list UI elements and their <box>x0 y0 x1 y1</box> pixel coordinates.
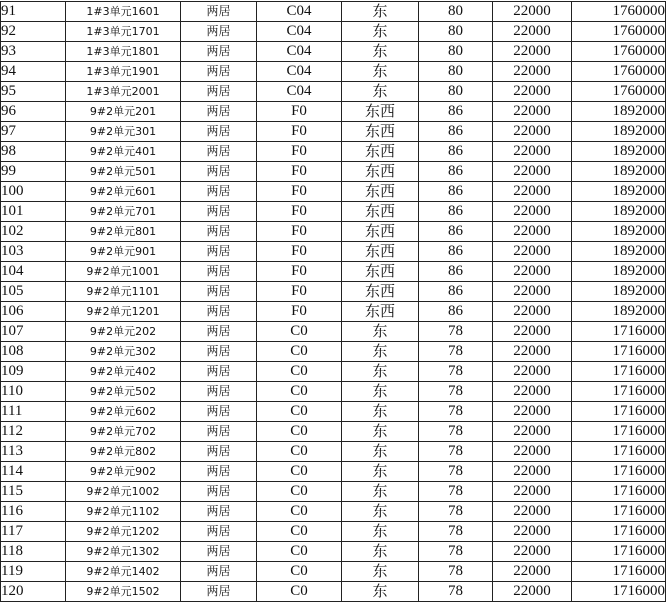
table-row <box>1 482 666 502</box>
area-cell: 86 <box>419 202 493 222</box>
orientation-cell: 东西 <box>342 102 419 122</box>
table-row <box>1 222 666 242</box>
unit-price-cell: 22000 <box>493 342 572 362</box>
area-cell: 78 <box>419 542 493 562</box>
total-price-cell: 1760000 <box>572 2 666 22</box>
layout-code-cell: C0 <box>257 482 342 502</box>
table-row <box>1 562 666 582</box>
unit-price-cell: 22000 <box>493 182 572 202</box>
table-row <box>1 22 666 42</box>
unit-price-cell: 22000 <box>493 462 572 482</box>
unit-price-cell: 22000 <box>493 242 572 262</box>
layout-code-cell: C0 <box>257 382 342 402</box>
total-price-cell: 1716000 <box>572 322 666 342</box>
area-cell: 86 <box>419 122 493 142</box>
room-type-cell: 两居 <box>181 42 257 62</box>
unit-id-cell: 9#2单元1402 <box>66 562 181 582</box>
area-cell: 78 <box>419 562 493 582</box>
unit-price-cell: 22000 <box>493 202 572 222</box>
total-price-cell: 1716000 <box>572 402 666 422</box>
unit-price-cell: 22000 <box>493 382 572 402</box>
unit-id-cell: 1#3单元2001 <box>66 82 181 102</box>
unit-price-cell: 22000 <box>493 102 572 122</box>
total-price-cell: 1892000 <box>572 262 666 282</box>
unit-price-cell: 22000 <box>493 142 572 162</box>
unit-id-cell: 9#2单元1002 <box>66 482 181 502</box>
table-row <box>1 122 666 142</box>
total-price-cell: 1892000 <box>572 162 666 182</box>
row-number-cell: 102 <box>1 222 66 242</box>
total-price-cell: 1716000 <box>572 422 666 442</box>
orientation-cell: 东 <box>342 2 419 22</box>
unit-price-cell: 22000 <box>493 62 572 82</box>
layout-code-cell: C04 <box>257 82 342 102</box>
room-type-cell: 两居 <box>181 262 257 282</box>
area-cell: 86 <box>419 242 493 262</box>
area-cell: 78 <box>419 482 493 502</box>
row-number-cell: 95 <box>1 82 66 102</box>
room-type-cell: 两居 <box>181 182 257 202</box>
total-price-cell: 1716000 <box>572 342 666 362</box>
layout-code-cell: C0 <box>257 322 342 342</box>
room-type-cell: 两居 <box>181 242 257 262</box>
unit-price-cell: 22000 <box>493 502 572 522</box>
orientation-cell: 东西 <box>342 302 419 322</box>
table-row <box>1 502 666 522</box>
row-number-cell: 118 <box>1 542 66 562</box>
layout-code-cell: C0 <box>257 582 342 602</box>
area-cell: 86 <box>419 302 493 322</box>
area-cell: 86 <box>419 102 493 122</box>
unit-id-cell: 9#2单元402 <box>66 362 181 382</box>
row-number-cell: 97 <box>1 122 66 142</box>
area-cell: 78 <box>419 442 493 462</box>
unit-id-cell: 9#2单元1502 <box>66 582 181 602</box>
layout-code-cell: C0 <box>257 342 342 362</box>
total-price-cell: 1716000 <box>572 442 666 462</box>
table-row <box>1 462 666 482</box>
layout-code-cell: C0 <box>257 542 342 562</box>
table-row <box>1 182 666 202</box>
total-price-cell: 1716000 <box>572 502 666 522</box>
table-row <box>1 362 666 382</box>
room-type-cell: 两居 <box>181 482 257 502</box>
total-price-cell: 1892000 <box>572 122 666 142</box>
row-number-cell: 98 <box>1 142 66 162</box>
room-type-cell: 两居 <box>181 282 257 302</box>
unit-id-cell: 9#2单元702 <box>66 422 181 442</box>
layout-code-cell: C0 <box>257 362 342 382</box>
table-row <box>1 522 666 542</box>
unit-id-cell: 9#2单元1001 <box>66 262 181 282</box>
row-number-cell: 105 <box>1 282 66 302</box>
room-type-cell: 两居 <box>181 502 257 522</box>
total-price-cell: 1892000 <box>572 282 666 302</box>
area-cell: 80 <box>419 42 493 62</box>
orientation-cell: 东西 <box>342 262 419 282</box>
table-row <box>1 382 666 402</box>
unit-price-cell: 22000 <box>493 82 572 102</box>
unit-id-cell: 9#2单元602 <box>66 402 181 422</box>
row-number-cell: 104 <box>1 262 66 282</box>
unit-price-cell: 22000 <box>493 482 572 502</box>
total-price-cell: 1760000 <box>572 42 666 62</box>
orientation-cell: 东 <box>342 422 419 442</box>
unit-id-cell: 1#3单元1601 <box>66 2 181 22</box>
total-price-cell: 1892000 <box>572 102 666 122</box>
orientation-cell: 东 <box>342 402 419 422</box>
room-type-cell: 两居 <box>181 562 257 582</box>
layout-code-cell: C0 <box>257 502 342 522</box>
orientation-cell: 东西 <box>342 122 419 142</box>
orientation-cell: 东西 <box>342 282 419 302</box>
unit-id-cell: 9#2单元502 <box>66 382 181 402</box>
total-price-cell: 1892000 <box>572 142 666 162</box>
room-type-cell: 两居 <box>181 542 257 562</box>
room-type-cell: 两居 <box>181 342 257 362</box>
room-type-cell: 两居 <box>181 522 257 542</box>
area-cell: 86 <box>419 182 493 202</box>
orientation-cell: 东 <box>342 382 419 402</box>
total-price-cell: 1716000 <box>572 362 666 382</box>
orientation-cell: 东 <box>342 322 419 342</box>
layout-code-cell: F0 <box>257 182 342 202</box>
row-number-cell: 114 <box>1 462 66 482</box>
area-cell: 78 <box>419 402 493 422</box>
room-type-cell: 两居 <box>181 582 257 602</box>
room-type-cell: 两居 <box>181 142 257 162</box>
layout-code-cell: F0 <box>257 222 342 242</box>
row-number-cell: 109 <box>1 362 66 382</box>
room-type-cell: 两居 <box>181 122 257 142</box>
unit-id-cell: 9#2单元202 <box>66 322 181 342</box>
unit-id-cell: 9#2单元802 <box>66 442 181 462</box>
room-type-cell: 两居 <box>181 442 257 462</box>
orientation-cell: 东 <box>342 582 419 602</box>
unit-price-cell: 22000 <box>493 162 572 182</box>
area-cell: 80 <box>419 62 493 82</box>
orientation-cell: 东西 <box>342 182 419 202</box>
room-type-cell: 两居 <box>181 162 257 182</box>
area-cell: 86 <box>419 222 493 242</box>
room-type-cell: 两居 <box>181 2 257 22</box>
total-price-cell: 1716000 <box>572 522 666 542</box>
unit-price-cell: 22000 <box>493 582 572 602</box>
orientation-cell: 东 <box>342 82 419 102</box>
total-price-cell: 1892000 <box>572 222 666 242</box>
unit-id-cell: 9#2单元1302 <box>66 542 181 562</box>
unit-id-cell: 9#2单元1102 <box>66 502 181 522</box>
unit-price-cell: 22000 <box>493 442 572 462</box>
layout-code-cell: C04 <box>257 62 342 82</box>
total-price-cell: 1716000 <box>572 582 666 602</box>
room-type-cell: 两居 <box>181 222 257 242</box>
row-number-cell: 112 <box>1 422 66 442</box>
area-cell: 86 <box>419 282 493 302</box>
total-price-cell: 1892000 <box>572 182 666 202</box>
orientation-cell: 东 <box>342 462 419 482</box>
row-number-cell: 119 <box>1 562 66 582</box>
unit-price-cell: 22000 <box>493 522 572 542</box>
unit-id-cell: 1#3单元1701 <box>66 22 181 42</box>
unit-id-cell: 9#2单元1101 <box>66 282 181 302</box>
layout-code-cell: C0 <box>257 462 342 482</box>
table-row <box>1 42 666 62</box>
area-cell: 80 <box>419 82 493 102</box>
table-row <box>1 342 666 362</box>
orientation-cell: 东 <box>342 42 419 62</box>
orientation-cell: 东 <box>342 22 419 42</box>
table-row <box>1 302 666 322</box>
layout-code-cell: F0 <box>257 302 342 322</box>
orientation-cell: 东西 <box>342 162 419 182</box>
area-cell: 86 <box>419 262 493 282</box>
layout-code-cell: C0 <box>257 522 342 542</box>
unit-id-cell: 9#2单元901 <box>66 242 181 262</box>
room-type-cell: 两居 <box>181 62 257 82</box>
unit-id-cell: 9#2单元302 <box>66 342 181 362</box>
table-row <box>1 322 666 342</box>
row-number-cell: 106 <box>1 302 66 322</box>
orientation-cell: 东 <box>342 562 419 582</box>
area-cell: 78 <box>419 342 493 362</box>
layout-code-cell: C04 <box>257 2 342 22</box>
layout-code-cell: C04 <box>257 42 342 62</box>
table-row <box>1 402 666 422</box>
table-row <box>1 262 666 282</box>
row-number-cell: 100 <box>1 182 66 202</box>
room-type-cell: 两居 <box>181 202 257 222</box>
unit-price-cell: 22000 <box>493 562 572 582</box>
unit-id-cell: 9#2单元301 <box>66 122 181 142</box>
room-type-cell: 两居 <box>181 382 257 402</box>
layout-code-cell: C0 <box>257 442 342 462</box>
table-row <box>1 102 666 122</box>
layout-code-cell: F0 <box>257 102 342 122</box>
room-type-cell: 两居 <box>181 102 257 122</box>
orientation-cell: 东西 <box>342 142 419 162</box>
layout-code-cell: F0 <box>257 142 342 162</box>
table-row <box>1 442 666 462</box>
total-price-cell: 1716000 <box>572 542 666 562</box>
area-cell: 78 <box>419 522 493 542</box>
row-number-cell: 92 <box>1 22 66 42</box>
unit-id-cell: 9#2单元701 <box>66 202 181 222</box>
row-number-cell: 113 <box>1 442 66 462</box>
total-price-cell: 1892000 <box>572 302 666 322</box>
unit-price-cell: 22000 <box>493 262 572 282</box>
unit-id-cell: 9#2单元1201 <box>66 302 181 322</box>
row-number-cell: 115 <box>1 482 66 502</box>
area-cell: 78 <box>419 422 493 442</box>
orientation-cell: 东 <box>342 342 419 362</box>
total-price-cell: 1716000 <box>572 382 666 402</box>
unit-price-table <box>0 1 666 602</box>
row-number-cell: 117 <box>1 522 66 542</box>
orientation-cell: 东 <box>342 482 419 502</box>
orientation-cell: 东 <box>342 502 419 522</box>
table-row <box>1 242 666 262</box>
unit-id-cell: 9#2单元401 <box>66 142 181 162</box>
layout-code-cell: C0 <box>257 402 342 422</box>
unit-id-cell: 1#3单元1801 <box>66 42 181 62</box>
unit-price-cell: 22000 <box>493 282 572 302</box>
unit-id-cell: 9#2单元501 <box>66 162 181 182</box>
table-row <box>1 582 666 602</box>
layout-code-cell: C0 <box>257 562 342 582</box>
orientation-cell: 东 <box>342 542 419 562</box>
unit-id-cell: 9#2单元902 <box>66 462 181 482</box>
total-price-cell: 1716000 <box>572 482 666 502</box>
layout-code-cell: F0 <box>257 262 342 282</box>
orientation-cell: 东西 <box>342 202 419 222</box>
row-number-cell: 93 <box>1 42 66 62</box>
table-row <box>1 162 666 182</box>
row-number-cell: 108 <box>1 342 66 362</box>
area-cell: 78 <box>419 462 493 482</box>
unit-price-cell: 22000 <box>493 302 572 322</box>
layout-code-cell: C0 <box>257 422 342 442</box>
table-row <box>1 142 666 162</box>
total-price-cell: 1760000 <box>572 62 666 82</box>
unit-id-cell: 9#2单元601 <box>66 182 181 202</box>
area-cell: 80 <box>419 2 493 22</box>
unit-id-cell: 9#2单元1202 <box>66 522 181 542</box>
area-cell: 78 <box>419 382 493 402</box>
unit-id-cell: 1#3单元1901 <box>66 62 181 82</box>
orientation-cell: 东西 <box>342 222 419 242</box>
room-type-cell: 两居 <box>181 322 257 342</box>
row-number-cell: 103 <box>1 242 66 262</box>
area-cell: 80 <box>419 22 493 42</box>
unit-id-cell: 9#2单元201 <box>66 102 181 122</box>
layout-code-cell: F0 <box>257 242 342 262</box>
area-cell: 78 <box>419 502 493 522</box>
area-cell: 78 <box>419 322 493 342</box>
orientation-cell: 东 <box>342 362 419 382</box>
table-row <box>1 82 666 102</box>
room-type-cell: 两居 <box>181 422 257 442</box>
layout-code-cell: C04 <box>257 22 342 42</box>
unit-price-cell: 22000 <box>493 2 572 22</box>
unit-price-cell: 22000 <box>493 402 572 422</box>
area-cell: 86 <box>419 162 493 182</box>
orientation-cell: 东 <box>342 442 419 462</box>
row-number-cell: 116 <box>1 502 66 522</box>
unit-price-cell: 22000 <box>493 222 572 242</box>
unit-price-cell: 22000 <box>493 542 572 562</box>
orientation-cell: 东 <box>342 62 419 82</box>
unit-price-cell: 22000 <box>493 42 572 62</box>
room-type-cell: 两居 <box>181 22 257 42</box>
room-type-cell: 两居 <box>181 82 257 102</box>
room-type-cell: 两居 <box>181 302 257 322</box>
room-type-cell: 两居 <box>181 402 257 422</box>
unit-id-cell: 9#2单元801 <box>66 222 181 242</box>
row-number-cell: 111 <box>1 402 66 422</box>
room-type-cell: 两居 <box>181 462 257 482</box>
unit-price-cell: 22000 <box>493 22 572 42</box>
unit-price-cell: 22000 <box>493 322 572 342</box>
table-row <box>1 542 666 562</box>
layout-code-cell: F0 <box>257 122 342 142</box>
row-number-cell: 99 <box>1 162 66 182</box>
table-row <box>1 62 666 82</box>
row-number-cell: 110 <box>1 382 66 402</box>
area-cell: 78 <box>419 362 493 382</box>
row-number-cell: 94 <box>1 62 66 82</box>
area-cell: 78 <box>419 582 493 602</box>
row-number-cell: 107 <box>1 322 66 342</box>
row-number-cell: 96 <box>1 102 66 122</box>
row-number-cell: 91 <box>1 2 66 22</box>
table-row <box>1 282 666 302</box>
unit-price-cell: 22000 <box>493 122 572 142</box>
orientation-cell: 东 <box>342 522 419 542</box>
total-price-cell: 1760000 <box>572 22 666 42</box>
unit-price-cell: 22000 <box>493 422 572 442</box>
total-price-cell: 1892000 <box>572 202 666 222</box>
layout-code-cell: F0 <box>257 282 342 302</box>
total-price-cell: 1760000 <box>572 82 666 102</box>
unit-price-cell: 22000 <box>493 362 572 382</box>
layout-code-cell: F0 <box>257 202 342 222</box>
total-price-cell: 1716000 <box>572 462 666 482</box>
orientation-cell: 东西 <box>342 242 419 262</box>
row-number-cell: 120 <box>1 582 66 602</box>
table-row <box>1 2 666 22</box>
total-price-cell: 1892000 <box>572 242 666 262</box>
area-cell: 86 <box>419 142 493 162</box>
table-body <box>1 2 666 602</box>
total-price-cell: 1716000 <box>572 562 666 582</box>
room-type-cell: 两居 <box>181 362 257 382</box>
row-number-cell: 101 <box>1 202 66 222</box>
table-row <box>1 422 666 442</box>
table-row <box>1 202 666 222</box>
layout-code-cell: F0 <box>257 162 342 182</box>
